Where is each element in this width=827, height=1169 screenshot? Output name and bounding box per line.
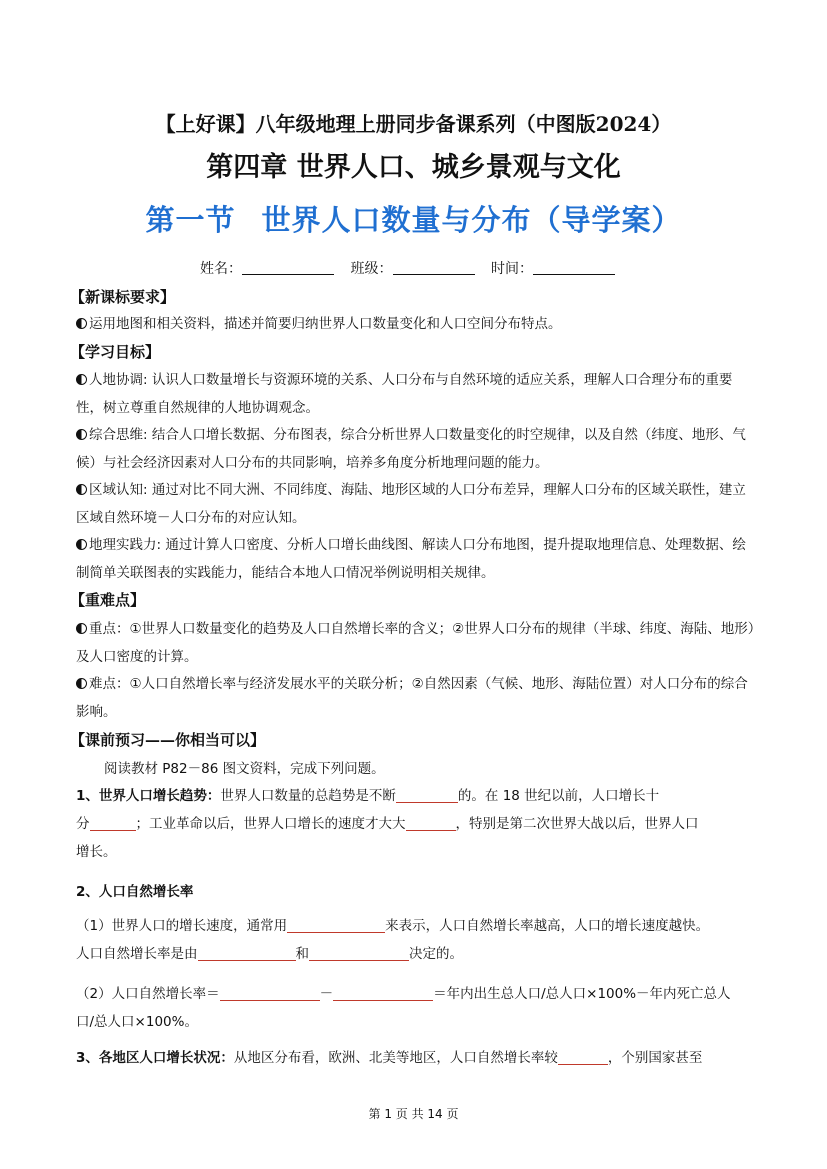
question-2-part-2: （2）人口自然增长率＝ － ＝年内出生总人口/总人口×100%－年内死亡总人 口/总人口×100%。: [76, 986, 731, 1030]
page-footer: 第 1 页 共 14 页: [368, 1107, 459, 1121]
series-title: 【上好课】八年级地理上册同步备课系列（中图版2024）: [155, 112, 672, 136]
half-circle-bullet-icon: [76, 539, 87, 550]
chapter-title: 第四章 世界人口、城乡景观与文化: [206, 152, 621, 183]
answer-blank[interactable]: [220, 984, 320, 1001]
answer-blank[interactable]: [558, 1048, 608, 1065]
name-label: 姓名：: [200, 261, 243, 277]
section-name: 世界人口数量与分布（导学案）: [261, 203, 682, 237]
answer-blank[interactable]: [333, 984, 433, 1001]
answer-blank[interactable]: [396, 786, 458, 803]
goals-heading: 【学习目标】: [70, 343, 161, 361]
answer-blank[interactable]: [90, 814, 136, 831]
half-circle-bullet-icon: [76, 374, 87, 385]
curriculum-item: 运用地图和相关资料，描述并简要归纳世界人口数量变化和人口空间分布特点。: [76, 310, 756, 338]
goal-item: 综合思维: 结合人口增长数据、分布图表，综合分析世界人口数量变化的时空规律，以及自然（纬度、地形、气候）与社会经济因素对人口分布的共同影响，培养多角度分析地理问题的能力。: [76, 427, 746, 471]
section-number: 第一节: [145, 203, 236, 237]
time-label: 时间：: [490, 261, 533, 277]
half-circle-bullet-icon: [76, 484, 87, 495]
question-2-part-1: （1）世界人口的增长速度，通常用 来表示，人口自然增长率越高，人口的增长速度越快。 人口自然增长率是由 和 决定的。: [76, 918, 710, 962]
preview-intro: 阅读教材 P82－86 图文资料，完成下列问题。: [104, 761, 385, 777]
goal-item: 人地协调: 认识人口数量增长与资源环境的关系、人口分布与自然环境的适应关系，理解人口合理分布的重要性，树立尊重自然规律的人地协调观念。: [76, 372, 733, 416]
student-info-line: [0, 258, 827, 278]
section-title: [0, 198, 827, 239]
preview-heading: 【课前预习——你相当可以】: [70, 731, 266, 749]
half-circle-bullet-icon: [76, 678, 87, 689]
question-1: 1、世界人口增长趋势：世界人口数量的总趋势是不断 的。在 18 世纪以前，人口增长十 分 ；工业革命以后，世界人口增长的速度才大大 ，特别是第二次世界大战以后，世界人口 增长。: [76, 788, 699, 860]
name-blank[interactable]: [242, 260, 334, 275]
answer-blank[interactable]: [406, 814, 456, 831]
half-circle-bullet-icon: [76, 623, 87, 634]
curriculum-heading: 【新课标要求】: [70, 288, 176, 306]
class-label: 班级：: [350, 261, 393, 277]
class-blank[interactable]: [393, 260, 475, 275]
answer-blank[interactable]: [309, 944, 409, 961]
half-circle-bullet-icon: [76, 429, 87, 440]
goal-item: 区域认知: 通过对比不同大洲、不同纬度、海陆、地形区域的人口分布差异，理解人口分布的区域关联性，建立区域自然环境－人口分布的对应认知。: [76, 482, 746, 526]
question-2-heading: 2、人口自然增长率: [76, 884, 194, 900]
half-circle-bullet-icon: [76, 318, 87, 329]
answer-blank[interactable]: [198, 944, 296, 961]
goal-item: 地理实践力: 通过计算人口密度、分析人口增长曲线图、解读人口分布地图，提升提取地理信息、处理数据、绘制简单关联图表的实践能力，能结合本地人口情况举例说明相关规律。: [76, 537, 746, 581]
time-blank[interactable]: [533, 260, 615, 275]
question-3: 3、各地区人口增长状况：从地区分布看，欧洲、北美等地区，人口自然增长率较 ，个别国家甚至: [76, 1050, 703, 1066]
key-heading: 【重难点】: [70, 591, 146, 609]
answer-blank[interactable]: [287, 916, 385, 933]
hard-point-item: 难点：①人口自然增长率与经济发展水平的关联分析；②自然因素（气候、地形、海陆位置）对人口分布的综合影响。: [76, 676, 748, 720]
key-point-item: 重点：①世界人口数量变化的趋势及人口自然增长率的含义；②世界人口分布的规律（半球、纬度、海陆、地形）及人口密度的计算。: [76, 621, 755, 665]
